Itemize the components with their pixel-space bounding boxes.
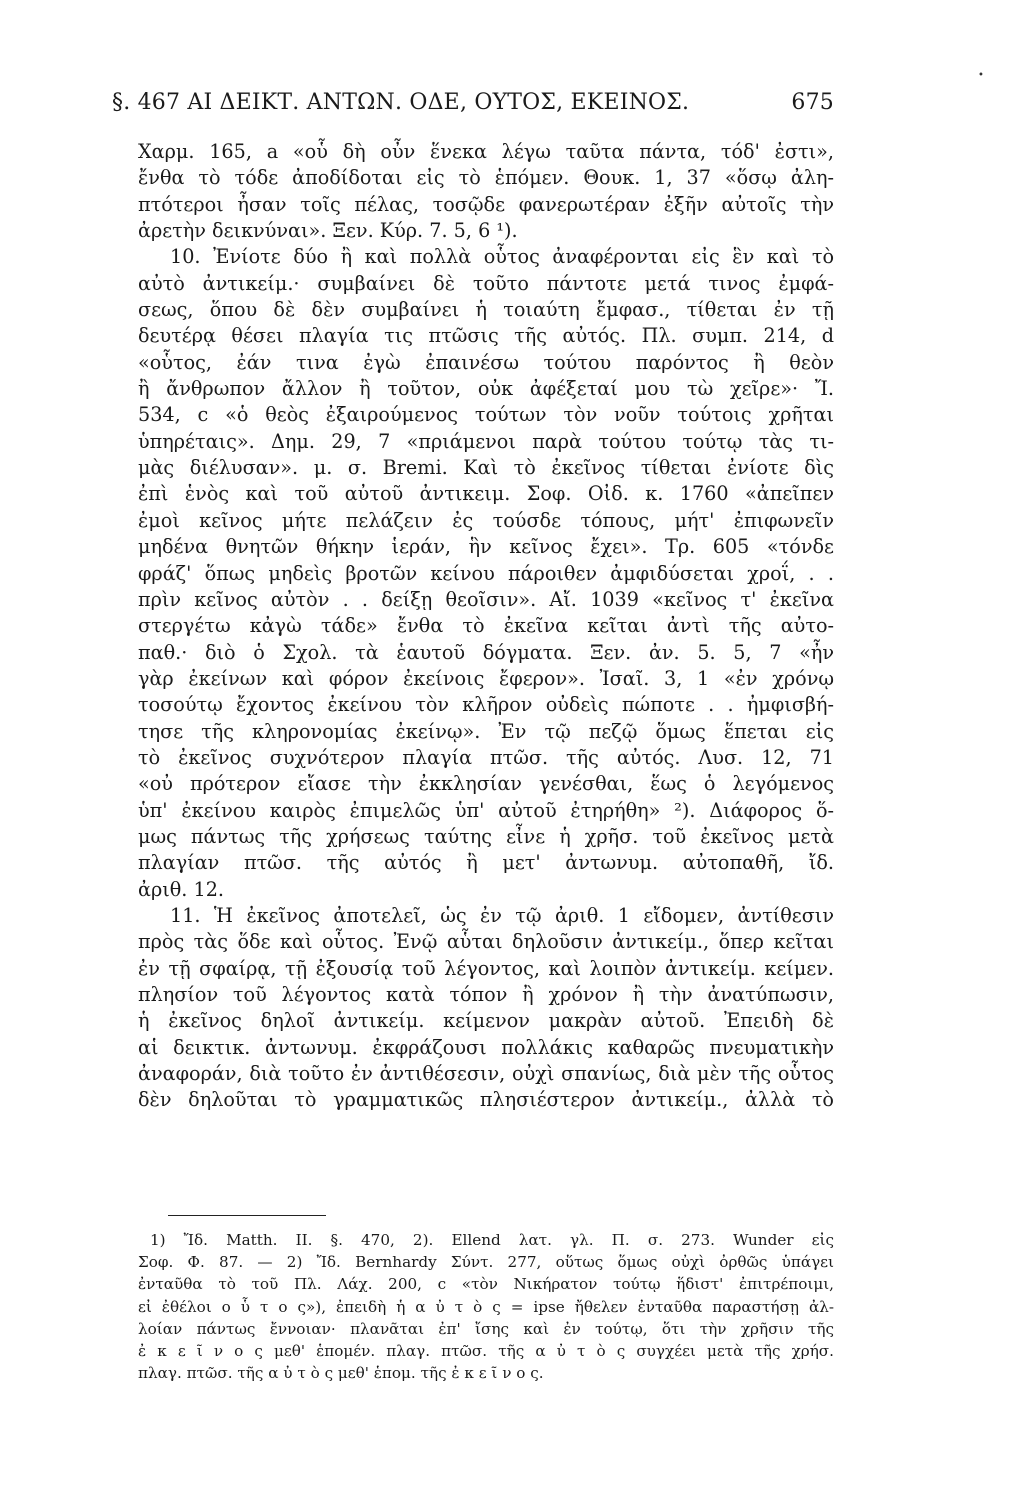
text-line: μηδένα θνητῶν θήκην ἱεράν, ἣν κεῖνος ἔχει». Τρ. 605 «τόνδε	[138, 535, 834, 559]
text-line: μως πάντως τῆς χρήσεως ταύτης εἶνε ἡ χρῆσ. τοῦ ἐκεῖνος μετὰ	[138, 824, 834, 848]
text-line: σεως, ὅπου δὲ δὲν συμβαίνει ἡ τοιαύτη ἔμφασ., τίθεται ἐν τῇ	[138, 298, 834, 322]
text-line: μὰς διέλυσαν». μ. σ. Bremi. Καὶ τὸ ἐκεῖνος τίθεται ἐνίοτε δὶς	[138, 456, 834, 480]
text-line: «οὐ πρότερον εἴασε τὴν ἐκκλησίαν γενέσθαι, ἕως ὁ λεγόμενος	[138, 772, 834, 796]
text-line: Χαρμ. 165, a «οὗ δὴ οὖν ἕνεκα λέγω ταῦτα πάντα, τόδ' ἐστι»,	[138, 140, 834, 163]
header-title: §. 467 ΑΙ ΔΕΙΚΤ. ΑΝΤΩΝ. ΟΔΕ, ΟΥΤΟΣ, ΕΚΕΙΝΟΣ.	[112, 90, 690, 115]
text-line: δὲν δηλοῦται τὸ γραμματικῶς πλησιέστερον ἀντικείμ., ἀλλὰ τὸ	[138, 1088, 834, 1112]
text-line: στεργέτω κἀγὼ τάδε» ἔνθα τὸ ἐκεῖνα κεῖται ἀντὶ τῆς αὐτο-	[138, 614, 834, 638]
text-line: παθ.· διὸ ὁ Σχολ. τὰ ἑαυτοῦ δόγματα. Ξεν. ἀν. 5. 5, 7 «ἦν	[138, 640, 834, 664]
text-line: ἐν τῇ σφαίρᾳ, τῇ ἐξουσίᾳ τοῦ λέγοντος, καὶ λοιπὸν ἀντικείμ. κείμεν.	[138, 956, 834, 980]
text-line: 534, c «ὁ θεὸς ἐξαιρούμενος τούτων τὸν νοῦν τούτοις χρῆται	[138, 403, 834, 427]
running-header	[112, 90, 834, 124]
text-line: πλησίον τοῦ λέγοντος κατὰ τόπον ἢ χρόνον ἢ τὴν ἀνατύπωσιν,	[138, 983, 834, 1006]
page-number: 675	[791, 90, 834, 115]
footnote-line: 1) Ἴδ. Matth. II. §. 470, 2). Ellend λατ. γλ. Π. σ. 273. Wunder εἰς	[150, 1231, 834, 1249]
text-line: ἀριθ. 12.	[138, 877, 225, 901]
corner-mark: •	[978, 70, 984, 81]
text-line: ἐμοὶ κεῖνος μήτε πελάζειν ἐς τούσδε τόπους, μήτ' ἐπιφωνεῖν	[138, 508, 834, 532]
main-text	[138, 139, 834, 1114]
text-line: ἀναφοράν, διὰ τοῦτο ἐν ἀντιθέσεσιν, οὐχὶ σπανίως, διὰ μὲν τῆς οὗτος	[138, 1062, 834, 1086]
text-line: ὑπηρέταις». Δημ. 29, 7 «πριάμενοι παρὰ τούτου τούτῳ τὰς τι-	[138, 429, 834, 453]
text-line: ἐπὶ ἑνὸς καὶ τοῦ αὐτοῦ ἀντικειμ. Σοφ. Οἰδ. κ. 1760 «ἀπεῖπεν	[138, 482, 834, 506]
text-line: τὸ ἐκεῖνος συχνότερον πλαγία πτῶσ. τῆς αὐτός. Λυσ. 12, 71	[138, 745, 834, 769]
text-line: πλαγίαν πτῶσ. τῆς αὐτός ἢ μετ' ἀντωνυμ. αὐτοπαθῆ, ἴδ.	[138, 851, 834, 875]
footnote-line: Σοφ. Φ. 87. — 2) Ἴδ. Bernhardy Σύντ. 277, οὕτως ὅμως οὐχὶ ὀρθῶς ὑπάγει	[138, 1253, 834, 1272]
text-line: πτότεροι ἦσαν τοῖς πέλας, τοσῷδε φανερωτέραν ἐξῆν αὐτοῖς τὴν	[138, 192, 834, 216]
text-line: ὑπ' ἐκείνου καιρὸς ἐπιμελῶς ὑπ' αὐτοῦ ἐτηρήθη» ²). Διάφορος ὅ-	[138, 798, 834, 822]
text-line: πρὶν κεῖνος αὐτὸν . . δείξῃ θεοῖσιν». Αἴ. 1039 «κεῖνος τ' ἐκεῖνα	[138, 587, 834, 611]
footnote-line: εἰ ἐθέλοι ο ὗ τ ο ς»), ἐπειδὴ ἡ α ὐ τ ὸ ς = ipse ἤθελεν ἐνταῦθα παραστήσῃ ἀλ-	[138, 1297, 834, 1316]
text-line: τοσούτῳ ἔχοντος ἐκείνου τὸν κλῆρον οὐδεὶς πώποτε . . ἠμφισβή-	[138, 693, 834, 717]
text-line: πρὸς τὰς ὅδε καὶ οὗτος. Ἐνῷ αὗται δηλοῦσιν ἀντικείμ., ὅπερ κεῖται	[138, 930, 834, 954]
text-line: αἱ δεικτικ. ἀντωνυμ. ἐκφράζουσι πολλάκις καθαρῶς πνευματικὴν	[138, 1035, 834, 1059]
text-line: τησε τῆς κληρονομίας ἐκείνῳ». Ἐν τῷ πεζῷ ὅμως ἕπεται εἰς	[138, 719, 834, 743]
text-line: ἔνθα τὸ τόδε ἀποδίδοται εἰς τὸ ἑπόμεν. Θουκ. 1, 37 «ὅσῳ ἀλη-	[138, 166, 834, 190]
text-line: ἡ ἐκεῖνος δηλοῖ ἀντικείμ. κείμενον μακρὰν αὐτοῦ. Ἐπειδὴ δὲ	[138, 1009, 834, 1033]
text-line: γὰρ ἐκείνων καὶ φόρον ἐκείνοις ἔφερον». Ἰσαῖ. 3, 1 «ἐν χρόνῳ	[138, 666, 834, 690]
footnote-line: λοίαν πάντως ἔννοιαν· πλανᾶται ἐπ' ἴσης καὶ ἐν τούτῳ, ὅτι τὴν χρῆσιν τῆς	[138, 1319, 834, 1338]
footnote-rule	[168, 1215, 326, 1216]
text-line: αὐτὸ ἀντικείμ.· συμβαίνει δὲ τοῦτο πάντοτε μετά τινος ἐμφά-	[138, 271, 834, 295]
text-line: «οὗτος, ἐάν τινα ἐγὼ ἐπαινέσω τούτου παρόντος ἢ θεὸν	[138, 350, 834, 374]
footnote-line: ἐ κ ε ῖ ν ο ς μεθ' ἑπομέν. πλαγ. πτῶσ. τῆς α ὐ τ ὸ ς συγχέει μετὰ τῆς χρήσ.	[138, 1341, 834, 1360]
text-line: 10. Ἐνίοτε δύο ἢ καὶ πολλὰ οὗτος ἀναφέρονται εἰς ἓν καὶ τὸ	[170, 245, 834, 269]
footnote-line: πλαγ. πτῶσ. τῆς α ὐ τ ὸ ς μεθ' ἑπομ. τῆς ἐ κ ε ῖ ν ο ς.	[138, 1364, 544, 1383]
footnotes	[138, 1229, 834, 1384]
footnote-line: ἐνταῦθα τὸ τοῦ Πλ. Λάχ. 200, c «τὸν Νικήρατον τούτῳ ἥδιστ' ἐπιτρέποιμι,	[138, 1275, 834, 1294]
text-line: ἢ ἄνθρωπον ἄλλον ἢ τοῦτον, οὐκ ἀφέξεταί μου τὼ χεῖρε»· Ἴ.	[138, 377, 834, 401]
text-line: ἀρετὴν δεικνύναι». Ξεν. Κύρ. 7. 5, 6 ¹).	[138, 219, 518, 243]
text-line: 11. Ἡ ἐκεῖνος ἀποτελεῖ, ὡς ἐν τῷ ἀριθ. 1 εἴδομεν, ἀντίθεσιν	[170, 903, 834, 927]
text-line: δευτέρᾳ θέσει πλαγία τις πτῶσις τῆς αὐτός. Πλ. συμπ. 214, d	[138, 324, 834, 348]
text-line: φράζ' ὅπως μηδεὶς βροτῶν κείνου πάροιθεν ἀμφιδύσεται χροΐ, . .	[138, 561, 834, 585]
